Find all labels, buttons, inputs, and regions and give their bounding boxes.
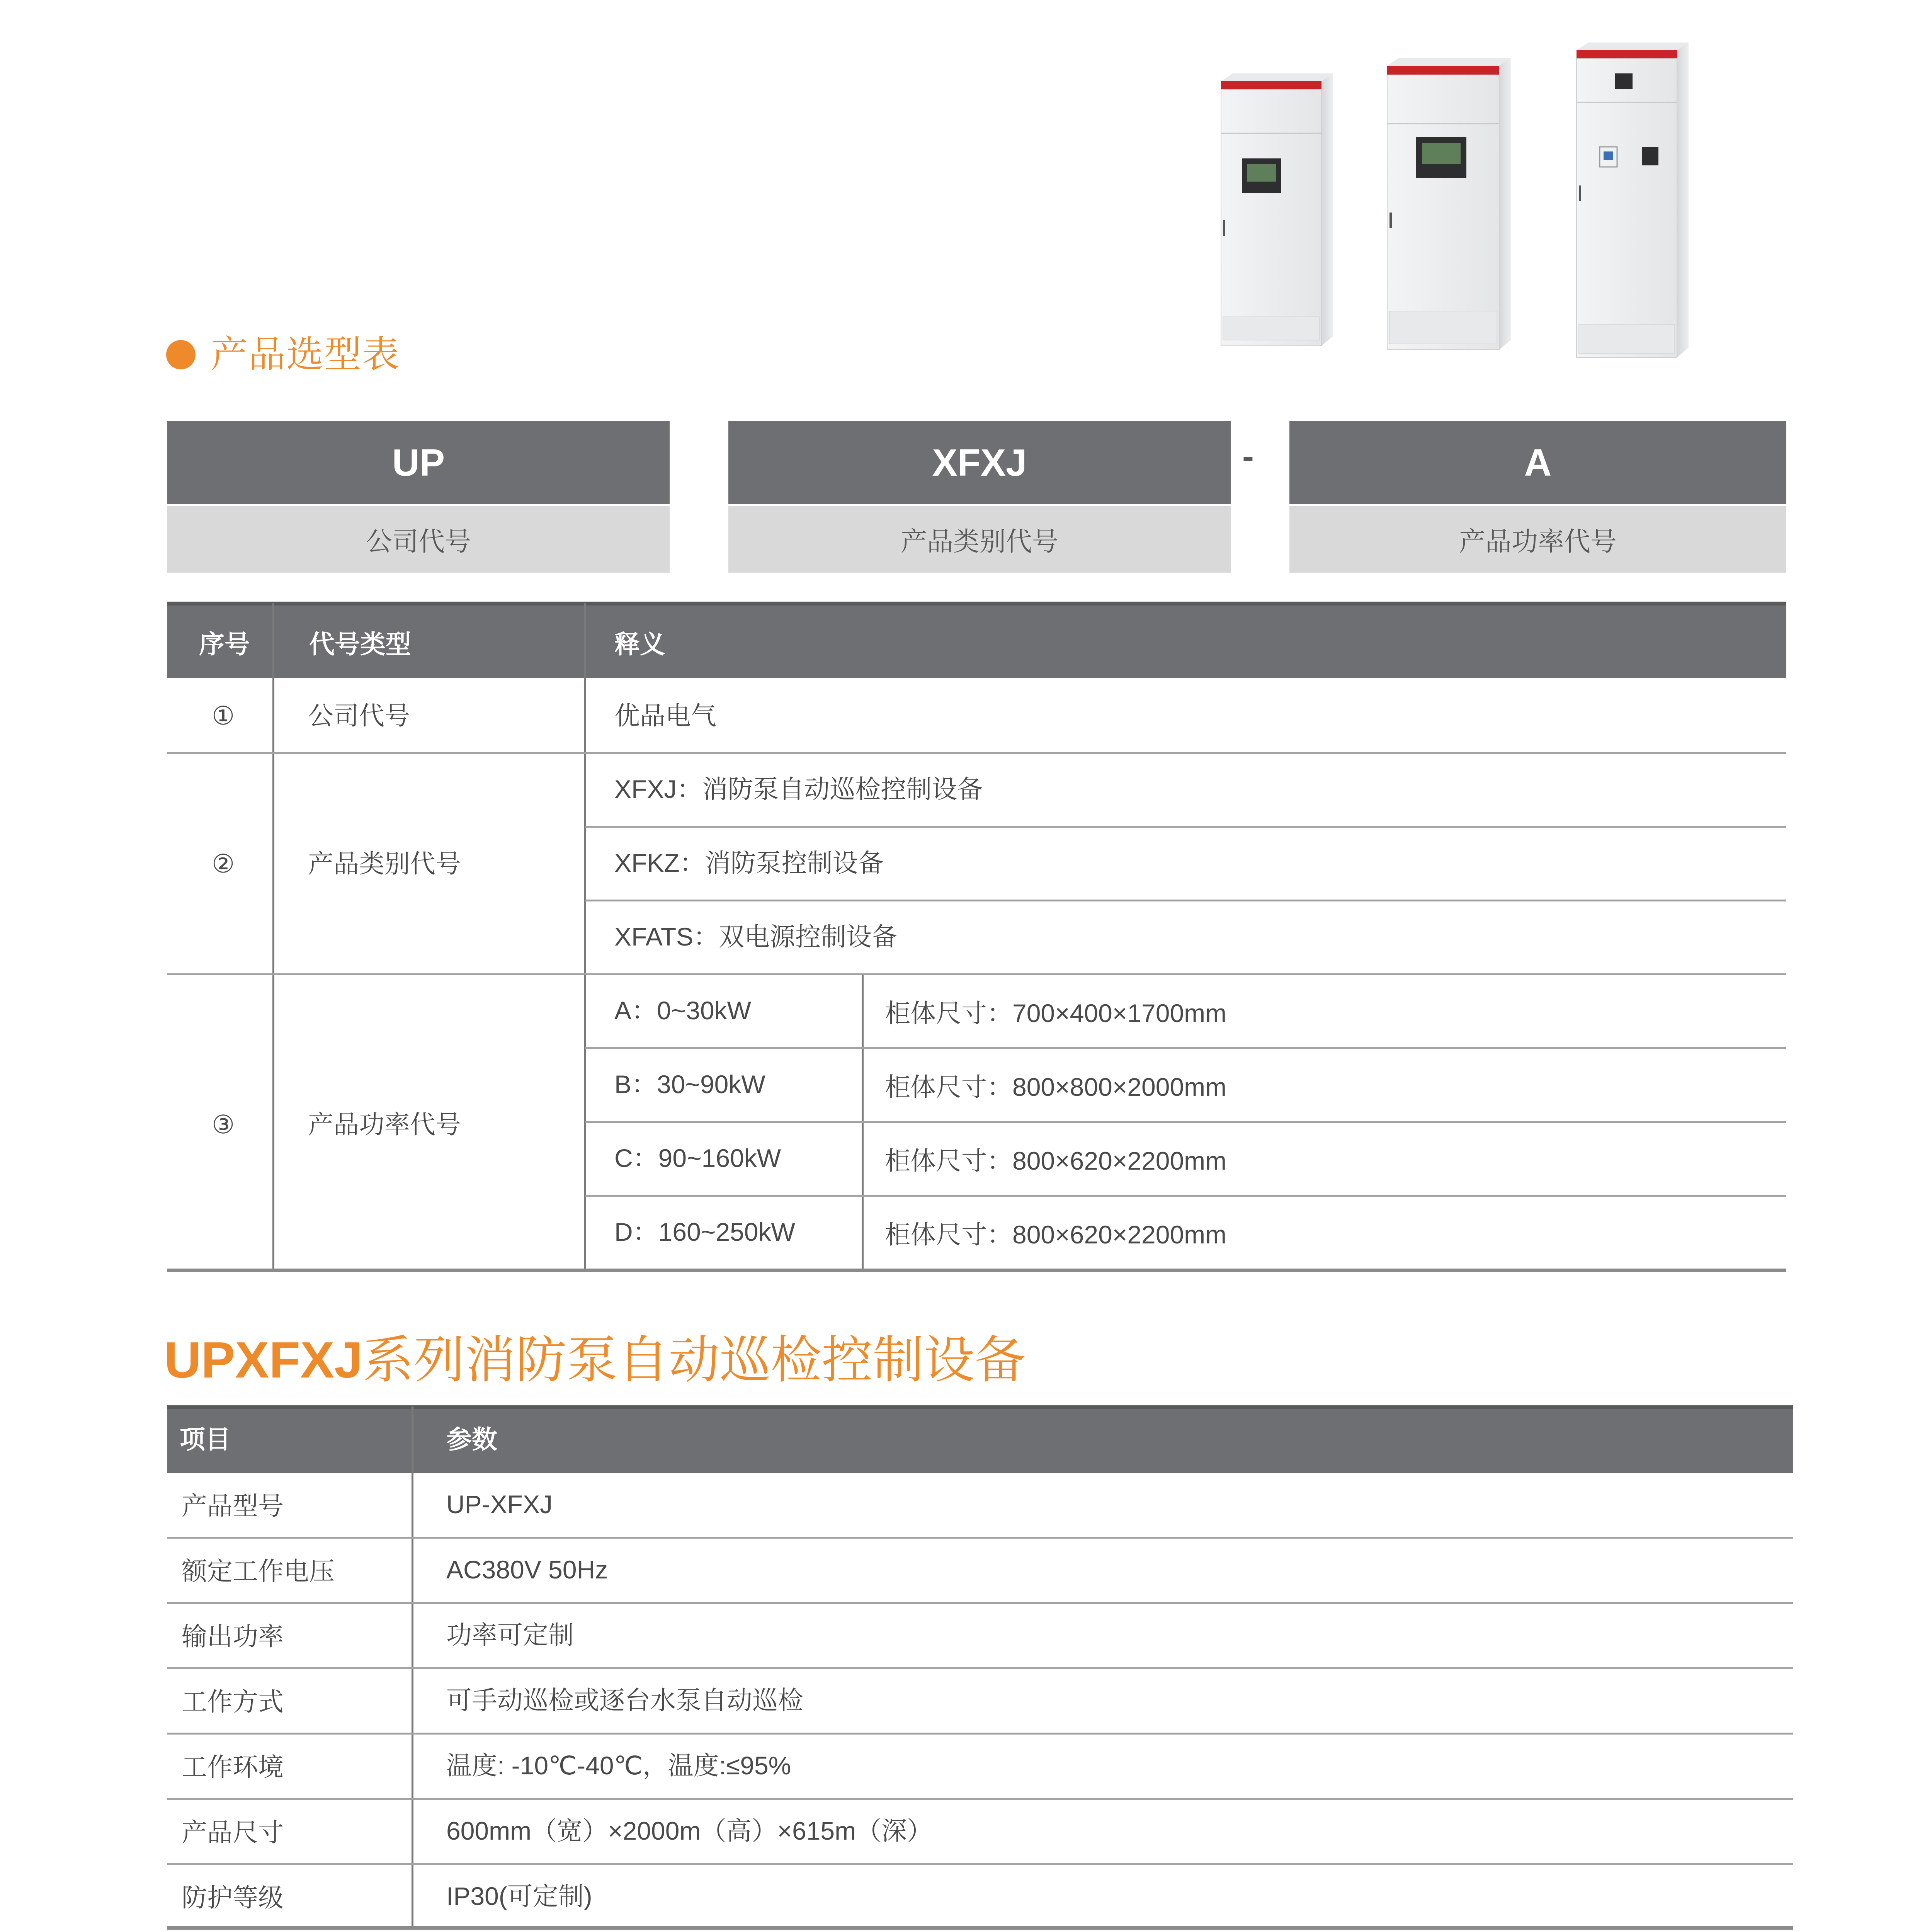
selection-header-meaning: 释义 xyxy=(614,630,665,658)
row-divider xyxy=(167,1537,1793,1539)
code-separator: - xyxy=(1242,437,1254,476)
power-range: C：90~160kW xyxy=(614,1144,781,1172)
cabinet-right xyxy=(1577,43,1689,357)
product-cabinets-image xyxy=(1206,31,1731,425)
cabinet-size: 柜体尺寸：800×620×2200mm xyxy=(885,1146,1227,1175)
row-type: 公司代号 xyxy=(308,701,410,730)
spec-header-value: 参数 xyxy=(446,1425,497,1454)
cabinet-middle xyxy=(1387,58,1511,350)
row-divider xyxy=(585,1195,1786,1197)
table-bottom-border xyxy=(167,1269,1786,1272)
code-label-company: 公司代号 xyxy=(167,506,670,573)
table-bottom-border xyxy=(167,1926,1793,1930)
row-divider xyxy=(585,826,1786,828)
row-meaning: XFATS：双电源控制设备 xyxy=(614,922,898,951)
row-no: ② xyxy=(212,849,235,878)
spec-item: 输出功率 xyxy=(182,1622,284,1651)
spec-value: 温度: -10℃-40℃，温度:≤95% xyxy=(446,1751,791,1780)
product-title xyxy=(164,1329,1026,1391)
spec-item: 产品尺寸 xyxy=(182,1818,284,1847)
table-divider xyxy=(272,603,274,1271)
row-divider xyxy=(585,1121,1786,1123)
spec-item: 工作环境 xyxy=(182,1753,284,1781)
spec-value: 功率可定制 xyxy=(446,1621,574,1649)
power-range: B：30~90kW xyxy=(614,1070,765,1099)
spec-value: IP30(可定制) xyxy=(446,1882,592,1910)
spec-value: 可手动巡检或逐台水泵自动巡检 xyxy=(446,1686,803,1714)
row-divider xyxy=(167,1798,1793,1800)
table-divider xyxy=(862,975,864,1271)
section-bullet-icon xyxy=(166,340,196,369)
row-divider xyxy=(167,1602,1793,1604)
row-type: 产品类别代号 xyxy=(308,849,461,878)
cabinet-size: 柜体尺寸：800×620×2200mm xyxy=(885,1220,1227,1249)
cabinet-left xyxy=(1221,73,1333,346)
spec-item: 防护等级 xyxy=(182,1883,284,1912)
cabinet-size: 柜体尺寸：800×800×2000mm xyxy=(885,1073,1227,1101)
code-label-category: 产品类别代号 xyxy=(728,506,1231,573)
row-divider xyxy=(167,752,1786,754)
row-divider xyxy=(167,1667,1793,1669)
power-range: A：0~30kW xyxy=(614,996,751,1025)
row-no: ① xyxy=(212,701,235,730)
product-title-model: UPXFXJ xyxy=(164,1332,363,1388)
spec-item: 工作方式 xyxy=(182,1687,284,1716)
spec-header-item: 项目 xyxy=(180,1425,231,1454)
row-meaning: 优品电气 xyxy=(614,701,716,730)
code-box-company: UP xyxy=(167,421,670,504)
row-type: 产品功率代号 xyxy=(308,1110,461,1139)
spec-value: UP-XFXJ xyxy=(446,1490,553,1519)
power-range: D：160~250kW xyxy=(614,1218,795,1246)
row-no: ③ xyxy=(212,1110,235,1139)
code-box-power: A xyxy=(1289,421,1786,504)
row-divider xyxy=(585,1047,1786,1049)
row-divider xyxy=(585,900,1786,901)
cabinet-size: 柜体尺寸：700×400×1700mm xyxy=(885,999,1227,1027)
code-label-power: 产品功率代号 xyxy=(1289,506,1786,573)
product-title-text: 系列消防泵自动巡检控制设备 xyxy=(362,1332,1026,1388)
spec-item: 产品型号 xyxy=(182,1492,284,1520)
row-divider xyxy=(167,1863,1793,1865)
selection-header-no: 序号 xyxy=(199,630,250,658)
row-meaning: XFKZ：消防泵控制设备 xyxy=(614,849,884,877)
row-divider xyxy=(167,973,1786,975)
row-meaning: XFXJ：消防泵自动巡检控制设备 xyxy=(614,775,983,803)
table-divider xyxy=(584,603,586,1271)
spec-value: 600mm（宽）×2000m（高）×615m（深） xyxy=(446,1816,933,1845)
selection-header-type: 代号类型 xyxy=(309,630,411,658)
spec-value: AC380V 50Hz xyxy=(446,1555,608,1584)
section-heading: 产品选型表 xyxy=(211,334,400,375)
row-divider xyxy=(167,1733,1793,1735)
spec-item: 额定工作电压 xyxy=(182,1557,335,1585)
code-box-category: XFXJ xyxy=(728,421,1231,504)
